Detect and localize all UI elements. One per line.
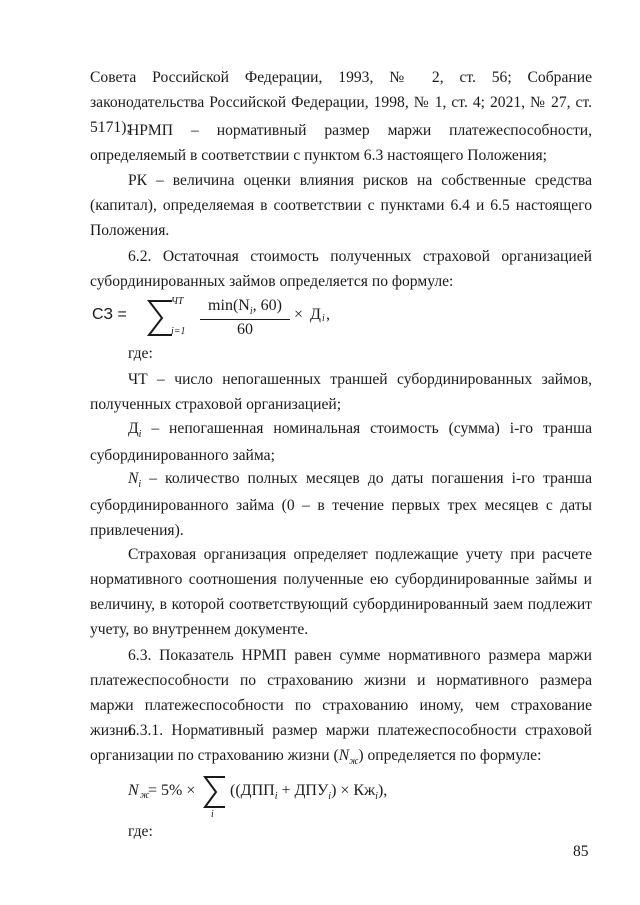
formula2-dpu: + ДПУ [277,782,329,799]
formula1-denominator: 60 [200,319,290,340]
paragraph-6-2: 6.2. Остаточная стоимость полученных страховой организацией субординированных займов определяется по формуле: [90,248,592,290]
paragraph-cht-definition: ЧТ – число непогашенных траншей субординированных займов, полученных страховой организацией; [90,371,592,413]
paragraph-nrmp-definition: НРМП – нормативный размер маржи платежеспособности, определяемый в соответствии с пунктом 6.3 настоящего Положения; [90,122,592,164]
paragraph-d-definition [90,416,592,468]
d-symbol-sub: i [138,429,142,440]
formula2-sum-bottom: i [211,809,214,820]
formula2-dpp: ((ДПП [230,782,275,799]
formula2-end: ), [377,782,388,799]
formula1-sum-bottom: i=1 [171,326,186,337]
paragraph-n-definition [90,466,592,543]
formula2-kzh: ) × Кж [331,782,376,799]
paragraph-rk-definition: РК – величина оценки влияния рисков на собственные средства (капитал), определяемая в соответствии с пунктами 6.4 и 6.5 настоящего Положения. [90,172,592,239]
paragraph-6-3-1-start: 6.3.1. Нормативный размер маржи платежеспособности страховой организации по страхованию жизни ( [90,722,592,764]
where-label-1: где: [128,345,153,362]
formula1-times: × [294,306,304,323]
paragraph-6-3-1-end: ) определяется по формуле: [358,747,542,764]
paragraph-6-3: 6.3. Показатель НРМП равен сумме нормативного размера маржи платежеспособности по страхованию жизни и нормативного размера маржи платежеспособности по страхованию иному, чем страхование жизни. [90,647,592,739]
formula1-numerator-sub: i [249,306,253,317]
formula1-sum-top: ЧТ [171,296,184,307]
formula2-dpp-sub: i [274,791,278,802]
formula1-comma: , [326,306,330,323]
paragraph-6-3-1 [90,718,592,770]
formula1-numerator-tail: , 60) [252,297,282,314]
formula1-d-symbol: Д [310,306,321,323]
paragraph-source-citation: Совета Российской Федерации, 1993, № 2, ст. 56; Собрание законодательства Российской Федерации, 1998, № 1, ст. 4; 2021, № 27, ст. 5171); [90,69,592,136]
formula1-lhs: СЗ = [92,306,127,323]
n-symbol: N [128,470,139,487]
d-symbol: Д [128,420,139,437]
formula2-kzh-sub: i [375,791,378,802]
formula1-fraction [200,296,290,340]
formula1-d-sub: i [322,313,325,324]
where-label-2: где: [128,823,153,840]
page-number: 85 [573,843,589,860]
nzh-symbol: N [338,747,350,764]
sum-sign-icon [202,774,228,810]
n-symbol-sub: i [138,479,142,490]
paragraph-internal-document: Страховая организация определяет подлежащие учету при расчете нормативного соотношения полученные ею субординированные займы и величину, в которой соответствующий субординированный заем подлежит учету, во внутреннем документе. [90,546,592,638]
n-definition-text: – количество полных месяцев до даты погашения i-го транша субординированного займа (0 – в течение первых трех месяцев с даты привлечения). [90,470,592,539]
formula2-lhs-tail: = 5% × [148,782,196,799]
formula2-n-symbol: N [128,782,139,799]
formula1-numerator: min(N [208,297,250,314]
d-definition-text: – непогашенная номинальная стоимость (сумма) i-го транша субординированного займа; [90,420,592,464]
formula2-n-sub: ж [140,790,150,801]
formula2-dpu-sub: i [328,791,332,802]
nzh-symbol-sub: ж [349,756,359,767]
formula2-body [230,782,387,800]
